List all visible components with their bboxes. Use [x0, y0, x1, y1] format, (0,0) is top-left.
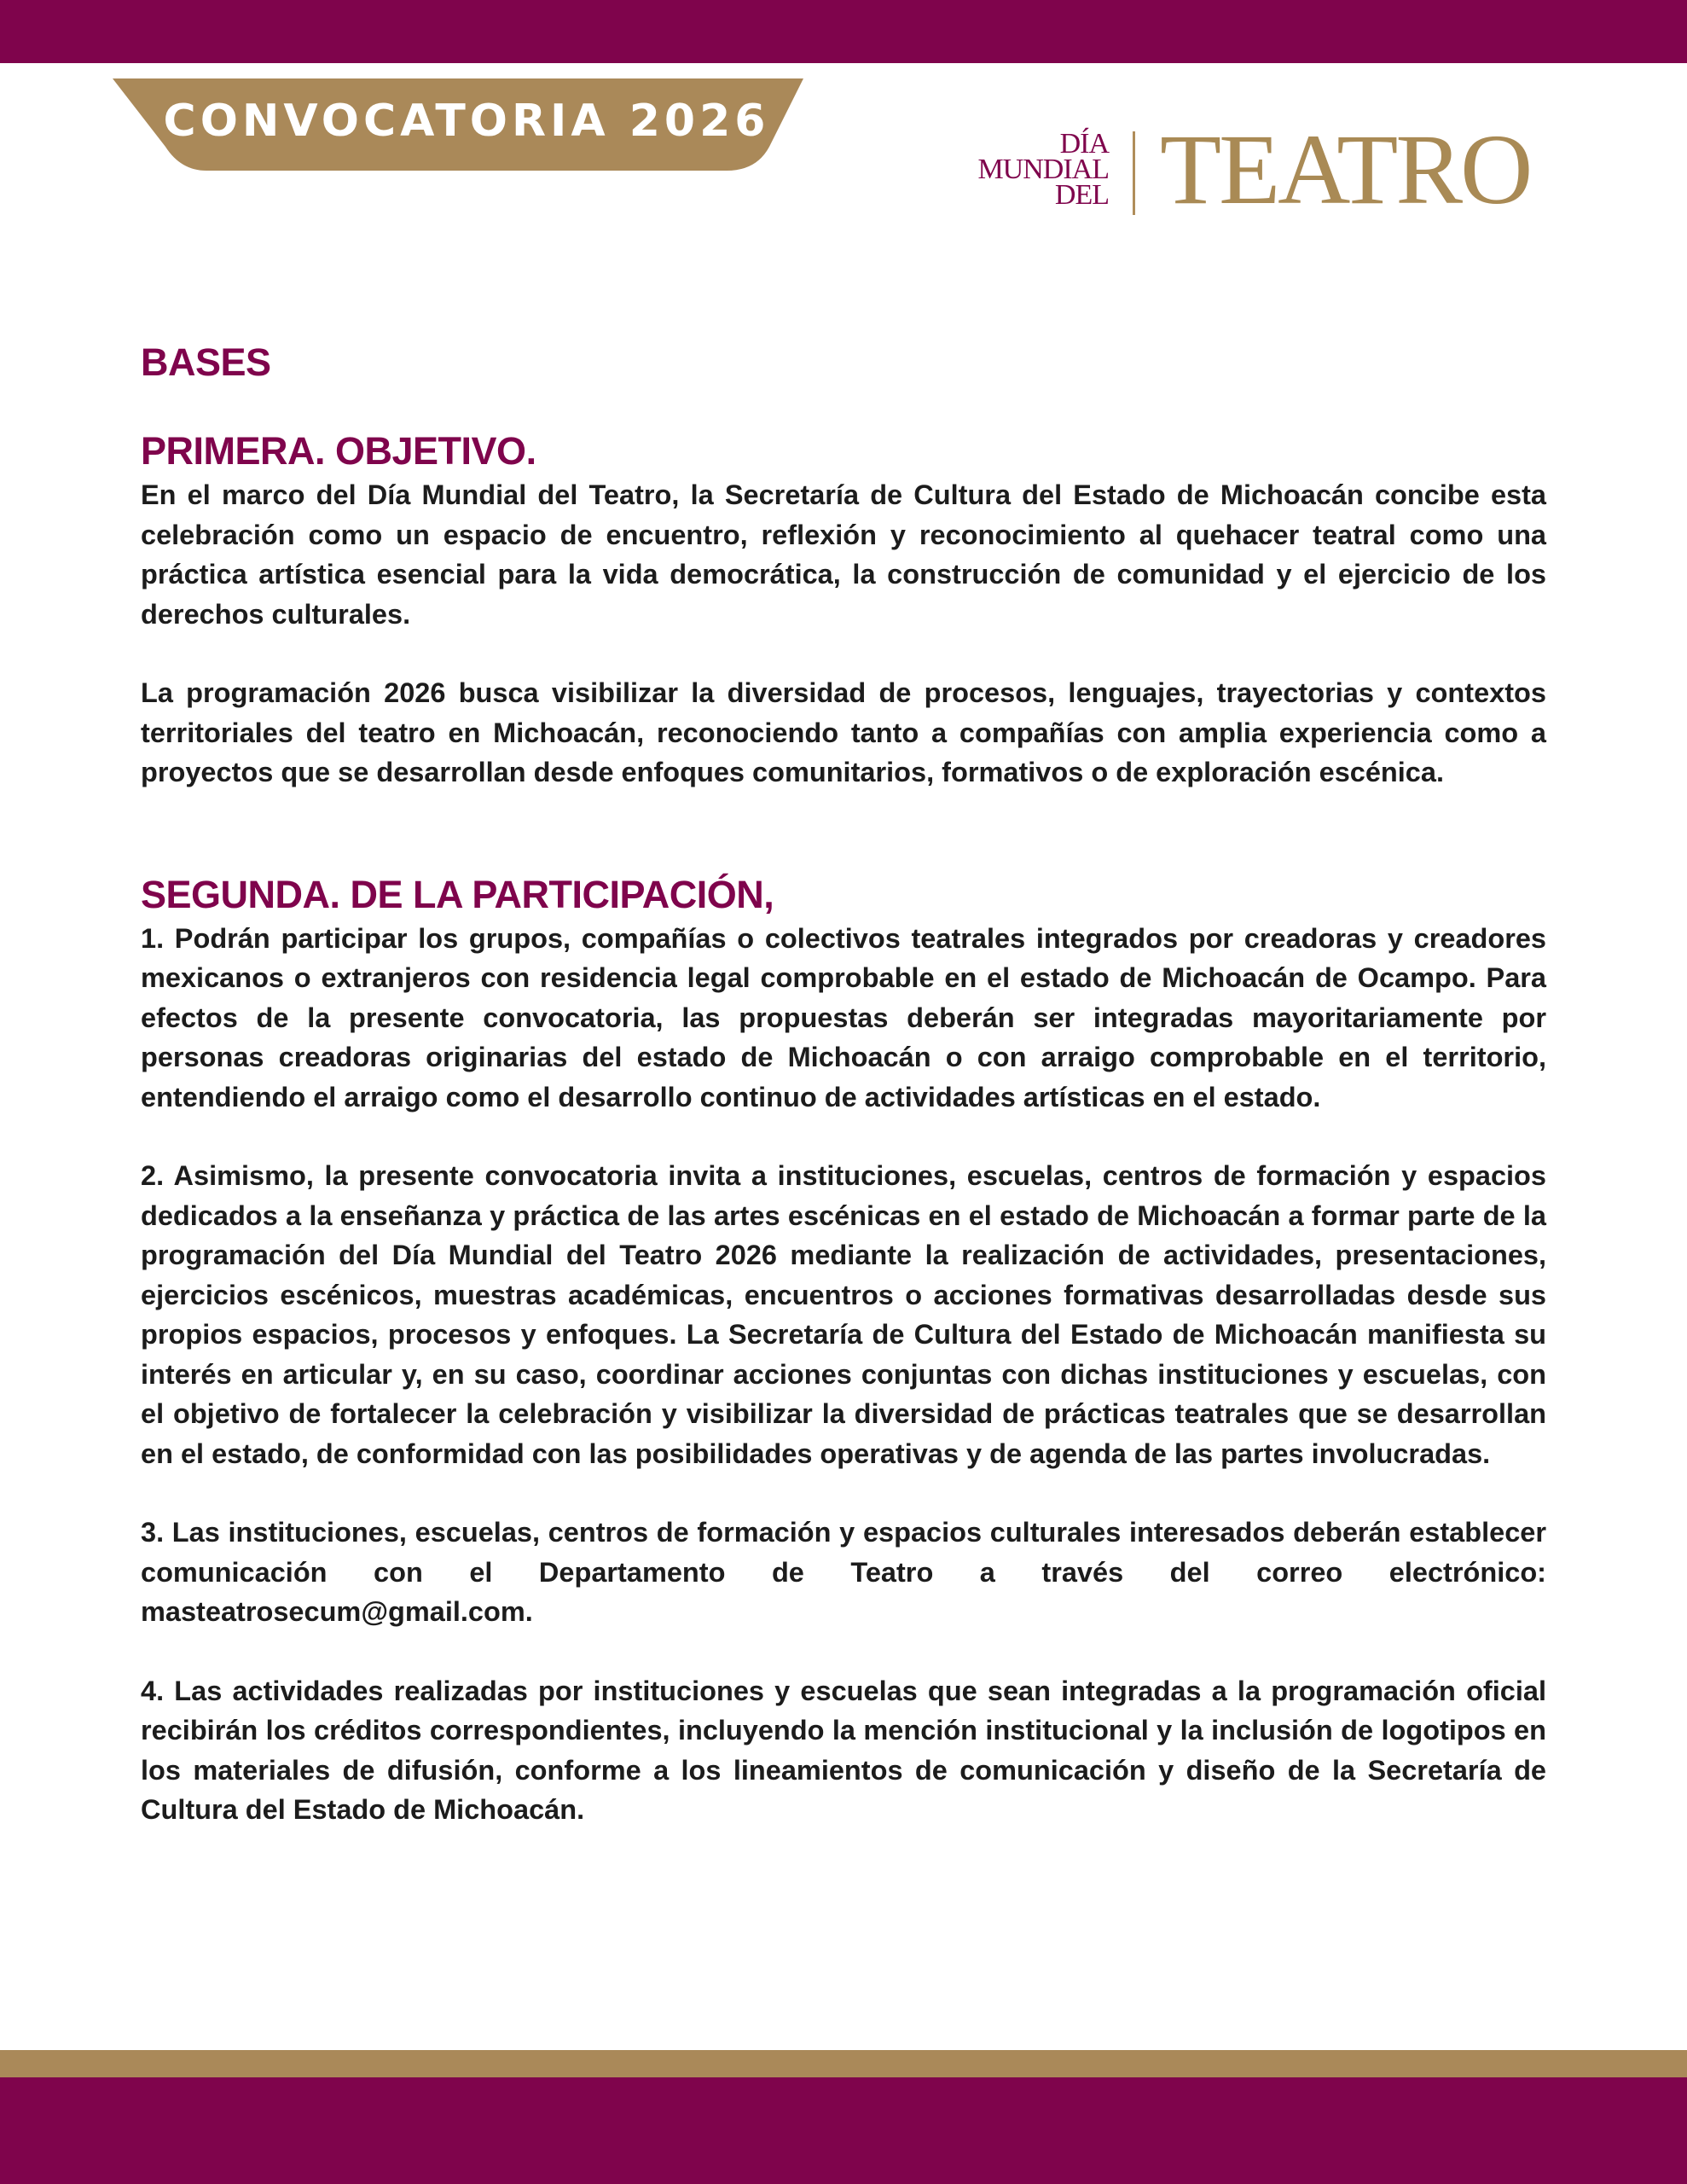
- dia-mundial-teatro-logo: [938, 113, 1552, 230]
- banner-label: CONVOCATORIA 2026: [163, 96, 770, 147]
- document-body: [141, 337, 1546, 1830]
- paragraph: 1. Podrán participar los grupos, compañías o colectivos teatrales integrados por creadoras y creadores mexicanos o extranjeros con residencia legal comprobable en el estado de Michoacán de Ocampo. Para efectos de la presente convocatoria, las propuestas deberán ser integradas mayoritariamente por personas creadoras originarias del estado de Michoacán o con arraigo comprobable en el territorio, entendiendo el arraigo como el desarrollo continuo de actividades artísticas en el estado.: [141, 922, 1546, 1112]
- logo-line-del: DEL: [1054, 179, 1109, 211]
- section-title: PRIMERA. OBJETIVO.: [141, 429, 536, 473]
- section-title: SEGUNDA. DE LA PARTICIPACIÓN,: [141, 872, 774, 916]
- top-brand-bar: [0, 0, 1687, 63]
- convocatoria-banner: [113, 78, 803, 172]
- logo-title: TEATRO: [1160, 113, 1531, 225]
- logo-line-dia: DÍA: [1059, 128, 1109, 160]
- paragraph: En el marco del Día Mundial del Teatro, la Secretaría de Cultura del Estado de Michoacán concibe esta celebración como un espacio de encuentro, reflexión y reconocimiento al quehacer teatral como una práctica artística esencial para la vida democrática, la construcción de comunidad y el ejercicio de los derechos culturales.: [141, 479, 1546, 630]
- section-segunda: [141, 871, 1546, 1830]
- paragraph: 3. Las instituciones, escuelas, centros de formación y espacios culturales interesados deberán establecer comunicación con el Departamento de Teatro a través del correo electrónico: masteatrosecum@gmail.com.: [141, 1517, 1546, 1627]
- logo-line-mundial: MUNDIAL: [977, 154, 1109, 185]
- section-primera: [141, 427, 1546, 793]
- bases-heading: BASES: [141, 340, 271, 384]
- logo-divider: [1133, 131, 1135, 215]
- bottom-gold-stripe: [0, 2050, 1687, 2077]
- bottom-brand-bar: [0, 2077, 1687, 2184]
- logo-subtitle: [938, 128, 1109, 211]
- paragraph: 4. Las actividades realizadas por instituciones y escuelas que sean integradas a la programación oficial recibirán los créditos correspondientes, incluyendo la mención institucional y la inclusión de logotipos en los materiales de difusión, conforme a los lineamientos de comunicación y diseño de la Secretaría de Cultura del Estado de Michoacán.: [141, 1675, 1546, 1825]
- paragraph: La programación 2026 busca visibilizar la diversidad de procesos, lenguajes, trayectorias y contextos territoriales del teatro en Michoacán, reconociendo tanto a compañías con amplia experiencia como a proyectos que se desarrollan desde enfoques comunitarios, formativos o de exploración escénica.: [141, 677, 1546, 787]
- paragraph: 2. Asimismo, la presente convocatoria invita a instituciones, escuelas, centros de formación y espacios dedicados a la enseñanza y práctica de las artes escénicas en el estado de Michoacán a formar parte de la programación del Día Mundial del Teatro 2026 mediante la realización de actividades, presentaciones, ejercicios escénicos, muestras académicas, encuentros o acciones formativas desarrolladas desde sus propios espacios, procesos y enfoques. La Secretaría de Cultura del Estado de Michoacán manifiesta su interés en articular y, en su caso, coordinar acciones conjuntas con dichas instituciones y escuelas, con el objetivo de fortalecer la celebración y visibilizar la diversidad de prácticas teatrales que se desarrollan en el estado, de conformidad con las posibilidades operativas y de agenda de las partes involucradas.: [141, 1160, 1546, 1469]
